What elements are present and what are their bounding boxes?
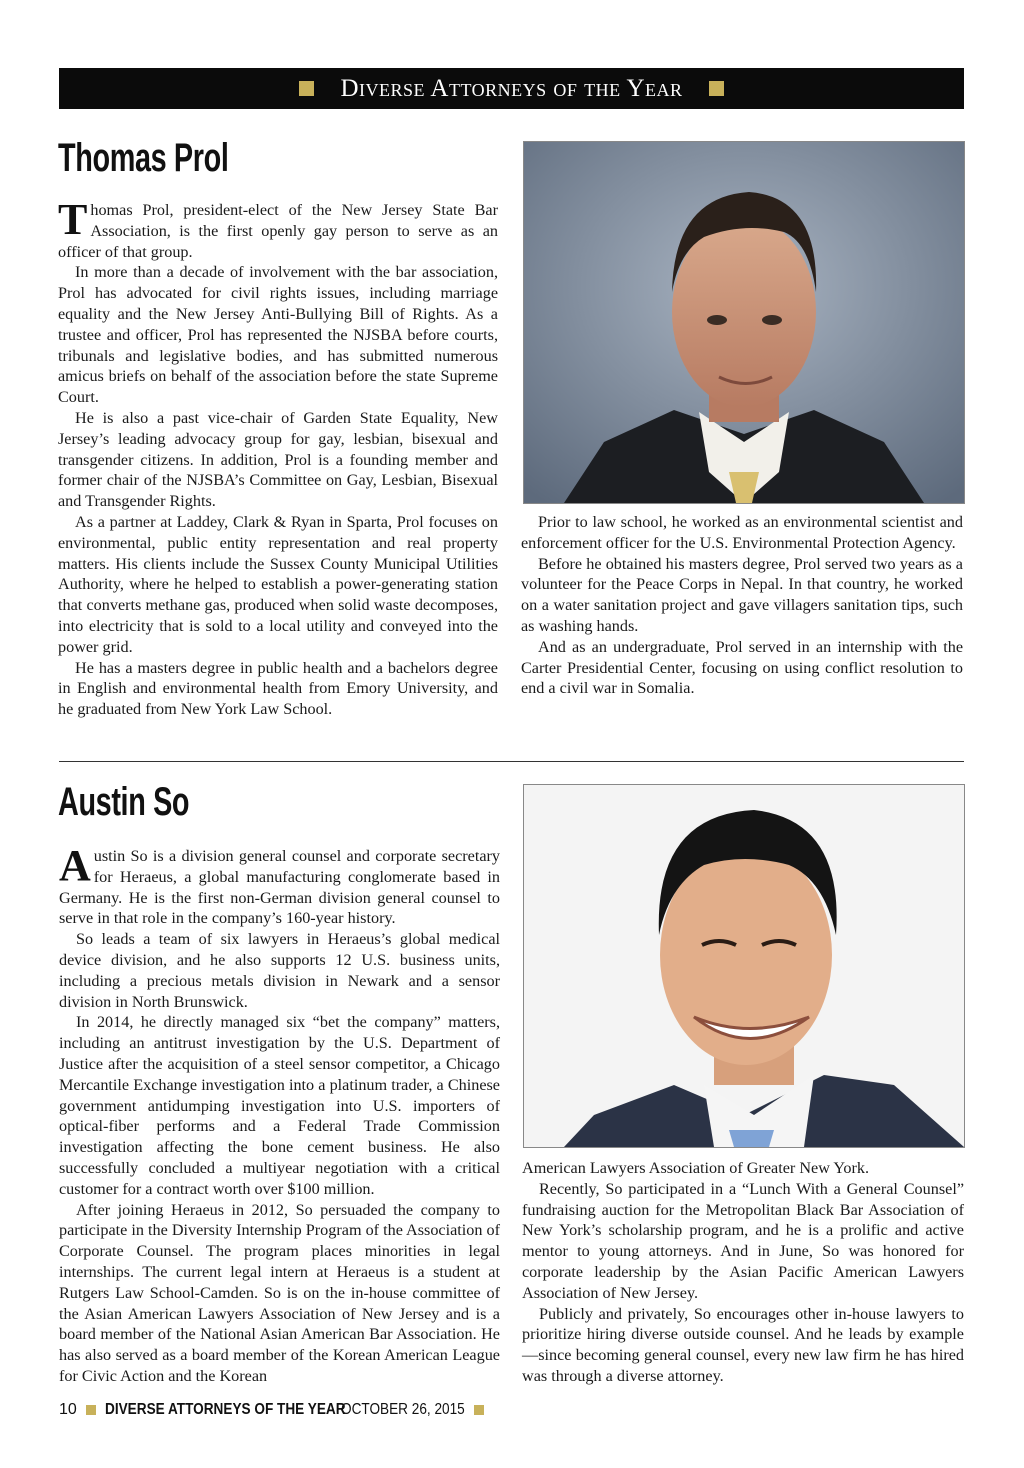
article-paragraph: And as an undergraduate, Prol served in an internship with the Carter Presidential Center, focusing on using conflict resolution to end a civil war in Somalia. [521,637,963,698]
page-number: 10 [59,1401,77,1418]
so-left-column [59,841,501,1387]
article-paragraph: Prior to law school, he worked as an environmental scientist and enforcement officer for the U.S. Environmental Protection Agency. [521,513,963,552]
article-paragraph: He has a masters degree in public health and a bachelors degree in English and environmental health from Emory University, and he graduated from New York Law School. [58,658,498,719]
so-portrait-photo [523,784,965,1148]
prol-portrait-photo [523,141,965,504]
banner-square-left [299,81,314,96]
prol-left-column [58,195,498,720]
profile-name-prol: Thomas Prol [58,136,229,180]
footer-square-left [86,1405,96,1415]
article-paragraph: In more than a decade of involvement with the bar association, Prol has advocated for civil rights issues, including marriage equality and the New Jersey Anti-Bullying Bill of Rights. As a trustee and officer, Prol has represented the NJSBA before courts, tribunals and legislative bodies, and has submitted numerous amicus briefs on behalf of the association before the state Supreme Court. [58,263,498,407]
prol-intro-paragraph [58,195,498,262]
profile-name-so: Austin So [58,780,190,824]
footer-date: OCTOBER 26, 2015 [340,1401,465,1418]
prol-intro-text: homas Prol, president-elect of the New Jersey State Bar Association, is the first openly gay person to serve as an officer of that group. [58,201,498,261]
article-paragraph: Recently, So participated in a “Lunch With a General Counsel” fundraising auction for the Metropolitan Black Bar Association of New York’s scholarship program, and he is a prolific and active mentor to young attorneys. And in June, So was honored for corporate leadership by the Asian Pacific American Lawyers Association of New Jersey. [522,1179,964,1302]
article-paragraph: So leads a team of six lawyers in Heraeus’s global medical device division, and he also supports 12 U.S. business units, including a precious metals division in Newark and a sensor division in North Brunswick. [59,930,500,1011]
article-paragraph: After joining Heraeus in 2012, So persuaded the company to participate in the Diversity Internship Program of the Association of Corporate Counsel. The program places minorities in legal internships. The current legal intern at Heraeus is a student at Rutgers Law School-Camden. So is on the in-house committee of the Asian American Lawyers Association of New Jersey and is a board member of the National Asian American Bar Association. He has also served as a board member of the Korean American League for Civic Action and the Korean [59,1200,501,1385]
banner-title: Diverse Attorneys of the Year [340,75,683,102]
article-paragraph: As a partner at Laddey, Clark & Ryan in Sparta, Prol focuses on environmental, public entity representation and real property matters. His clients include the Sussex County Municipal Utilities Authority, where he helped to establish a power-generating station that converts methane gas, produced when solid waste decomposes, into electricity that is sold to a local utility and conveyed into the power grid. [58,512,498,656]
so-dropcap: A [59,841,91,890]
prol-right-column [521,512,963,699]
banner-square-right [709,81,724,96]
footer-square-right [474,1405,484,1415]
article-paragraph: He is also a past vice-chair of Garden State Equality, New Jersey’s leading advocacy group for gay, lesbian, bisexual and transgender citizens. In addition, Prol is a founding member and former chair of the NJSBA’s Committee on Gay, Lesbian, Bisexual and Transgender Rights. [58,408,498,511]
page-footer [59,1398,493,1422]
article-paragraph: Publicly and privately, So encourages other in-house lawyers to prioritize hiring diverse outside counsel. And he leads by example—since becoming general counsel, every new law firm he has hired was through a diverse attorney. [522,1304,964,1385]
so-intro-text: ustin So is a division general counsel and corporate secretary for Heraeus, a global manufacturing conglomerate based in Germany. He is the first non-German division general counsel to serve in that role in the company’s 160-year history. [59,847,500,928]
article-paragraph: In 2014, he directly managed six “bet the company” matters, including an antitrust investigation by the U.S. Department of Justice after the acquisition of a steel sensor competitor, a Chicago Mercantile Exchange investigation into a platinum trader, a Chinese government antidumping investigation into U.S. importers of optical-fiber performs and a Federal Trade Commission investigation affecting the bone cement business. He also successfully concluded a multiyear negotiation with a critical customer for a contract worth over $100 million. [59,1013,500,1198]
section-banner [59,68,964,109]
prol-dropcap: T [58,195,88,244]
article-paragraph: American Lawyers Association of Greater New York. [522,1159,870,1177]
article-paragraph: Before he obtained his masters degree, Prol served two years as a volunteer for the Peace Corps in Nepal. In that country, he worked on a water sanitation project and gave villagers sanitation tips, such as washing hands. [521,554,963,635]
so-intro-paragraph [59,841,500,929]
footer-publication: DIVERSE ATTORNEYS OF THE YEAR [104,1401,346,1418]
so-right-column [522,1158,964,1387]
section-divider [59,761,964,762]
